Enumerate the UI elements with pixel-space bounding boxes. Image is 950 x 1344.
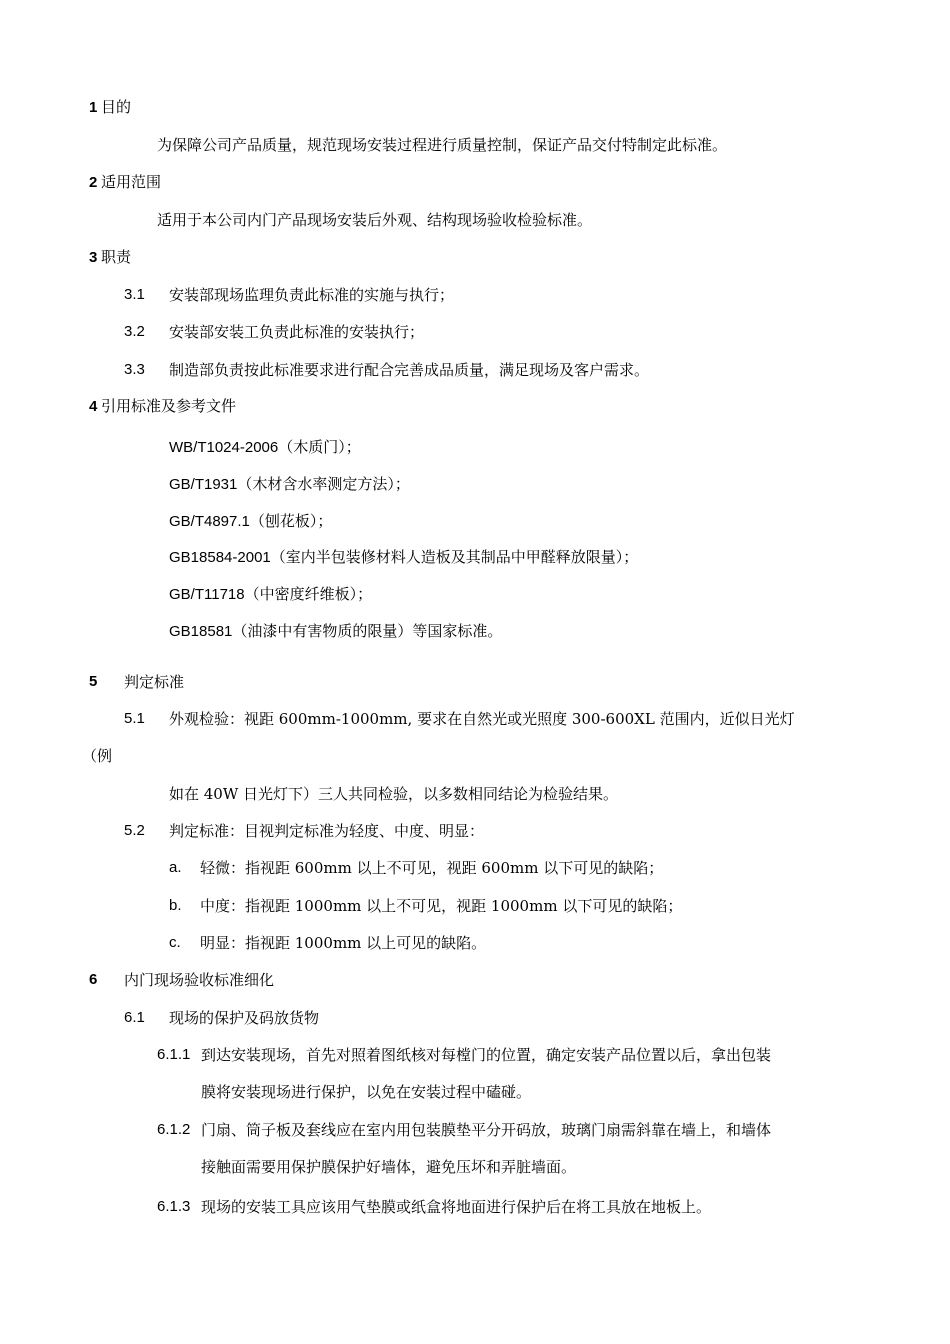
section-2-number: 2 (89, 174, 98, 191)
clause-5-2-text: 判定标准：目视判定标准为轻度、中度、明显： (169, 822, 485, 840)
reference-item: WB/T1024-2006（木质门）； (169, 439, 361, 456)
section-6-heading: 内门现场验收标准细化 (124, 971, 275, 989)
section-5-heading: 判定标准 (124, 673, 185, 691)
section-6-number: 6 (89, 971, 98, 988)
clause-3-3-number: 3.3 (124, 361, 145, 378)
clause-6-1-text: 现场的保护及码放货物 (169, 1009, 320, 1027)
clause-6-1-3-line-1: 现场的安装工具应该用气垫膜或纸盒将地面进行保护后在将工具放在地板上。 (201, 1198, 712, 1216)
section-2-heading: 适用范围 (101, 174, 162, 191)
clause-5-2-number: 5.2 (124, 822, 145, 839)
clause-6-1-1-number: 6.1.1 (157, 1046, 191, 1063)
clause-6-1-2-number: 6.1.2 (157, 1121, 191, 1138)
clause-3-1-number: 3.1 (124, 286, 145, 303)
clause-3-2-text: 安装部安装工负责此标准的安装执行； (169, 323, 425, 341)
clause-5-1-line-2: （例 (82, 747, 113, 765)
clause-6-1-1-line-1: 到达安装现场，首先对照着图纸核对每樘门的位置，确定安装产品位置以后，拿出包装 (201, 1046, 772, 1064)
criterion-a-text: 轻微：指视距 600mm 以上不可见，视距 600mm 以下可见的缺陷； (200, 859, 664, 877)
clause-6-1-number: 6.1 (124, 1009, 145, 1026)
criterion-a-letter: a. (169, 859, 182, 876)
section-1-number: 1 (89, 99, 98, 116)
clause-3-2-number: 3.2 (124, 323, 145, 340)
clause-3-3-text: 制造部负责按此标准要求进行配合完善成品质量，满足现场及客户需求。 (169, 361, 650, 379)
clause-6-1-3-number: 6.1.3 (157, 1198, 191, 1215)
section-1-body: 为保障公司产品质量，规范现场安装过程进行质量控制，保证产品交付特制定此标准。 (157, 136, 728, 154)
section-3-number: 3 (89, 249, 98, 266)
clause-3-1-text: 安装部现场监理负责此标准的实施与执行； (169, 286, 455, 304)
reference-item: GB/T1931（木材含水率测定方法）； (169, 476, 410, 493)
clause-5-1-line-1: 外观检验：视距 600mm-1000mm, 要求在自然光或光照度 300-600XL 范围内，近似日光灯 (169, 710, 795, 728)
clause-6-1-2-line-2: 接触面需要用保护膜保护好墙体，避免压坏和弄脏墙面。 (201, 1158, 577, 1176)
criterion-b-letter: b. (169, 897, 182, 914)
reference-item: GB/T11718（中密度纤维板）； (169, 586, 373, 603)
clause-5-1-line-3: 如在 40W 日光灯下）三人共同检验，以多数相同结论为检验结果。 (169, 785, 619, 803)
clause-5-1-number: 5.1 (124, 710, 145, 727)
reference-item: GB18584-2001（室内半包装修材料人造板及其制品中甲醛释放限量）； (169, 549, 639, 566)
clause-6-1-1-line-2: 膜将安装现场进行保护，以免在安装过程中磕碰。 (201, 1083, 532, 1101)
section-1-heading: 目的 (101, 99, 132, 116)
reference-item: GB/T4897.1（刨花板）； (169, 513, 333, 530)
criterion-c-letter: c. (169, 934, 181, 951)
section-2-body: 适用于本公司内门产品现场安装后外观、结构现场验收检验标准。 (157, 211, 593, 229)
criterion-c-text: 明显：指视距 1000mm 以上可见的缺陷。 (200, 934, 487, 952)
section-5-number: 5 (89, 673, 98, 690)
section-4-heading: 引用标准及参考文件 (101, 398, 237, 415)
reference-item: GB18581（油漆中有害物质的限量）等国家标准。 (169, 623, 503, 640)
clause-6-1-2-line-1: 门扇、筒子板及套线应在室内用包装膜垫平分开码放，玻璃门扇需斜靠在墙上，和墙体 (201, 1121, 772, 1139)
section-3-heading: 职责 (101, 249, 132, 266)
section-4-number: 4 (89, 398, 98, 415)
criterion-b-text: 中度：指视距 1000mm 以上不可见，视距 1000mm 以下可见的缺陷； (200, 897, 683, 915)
